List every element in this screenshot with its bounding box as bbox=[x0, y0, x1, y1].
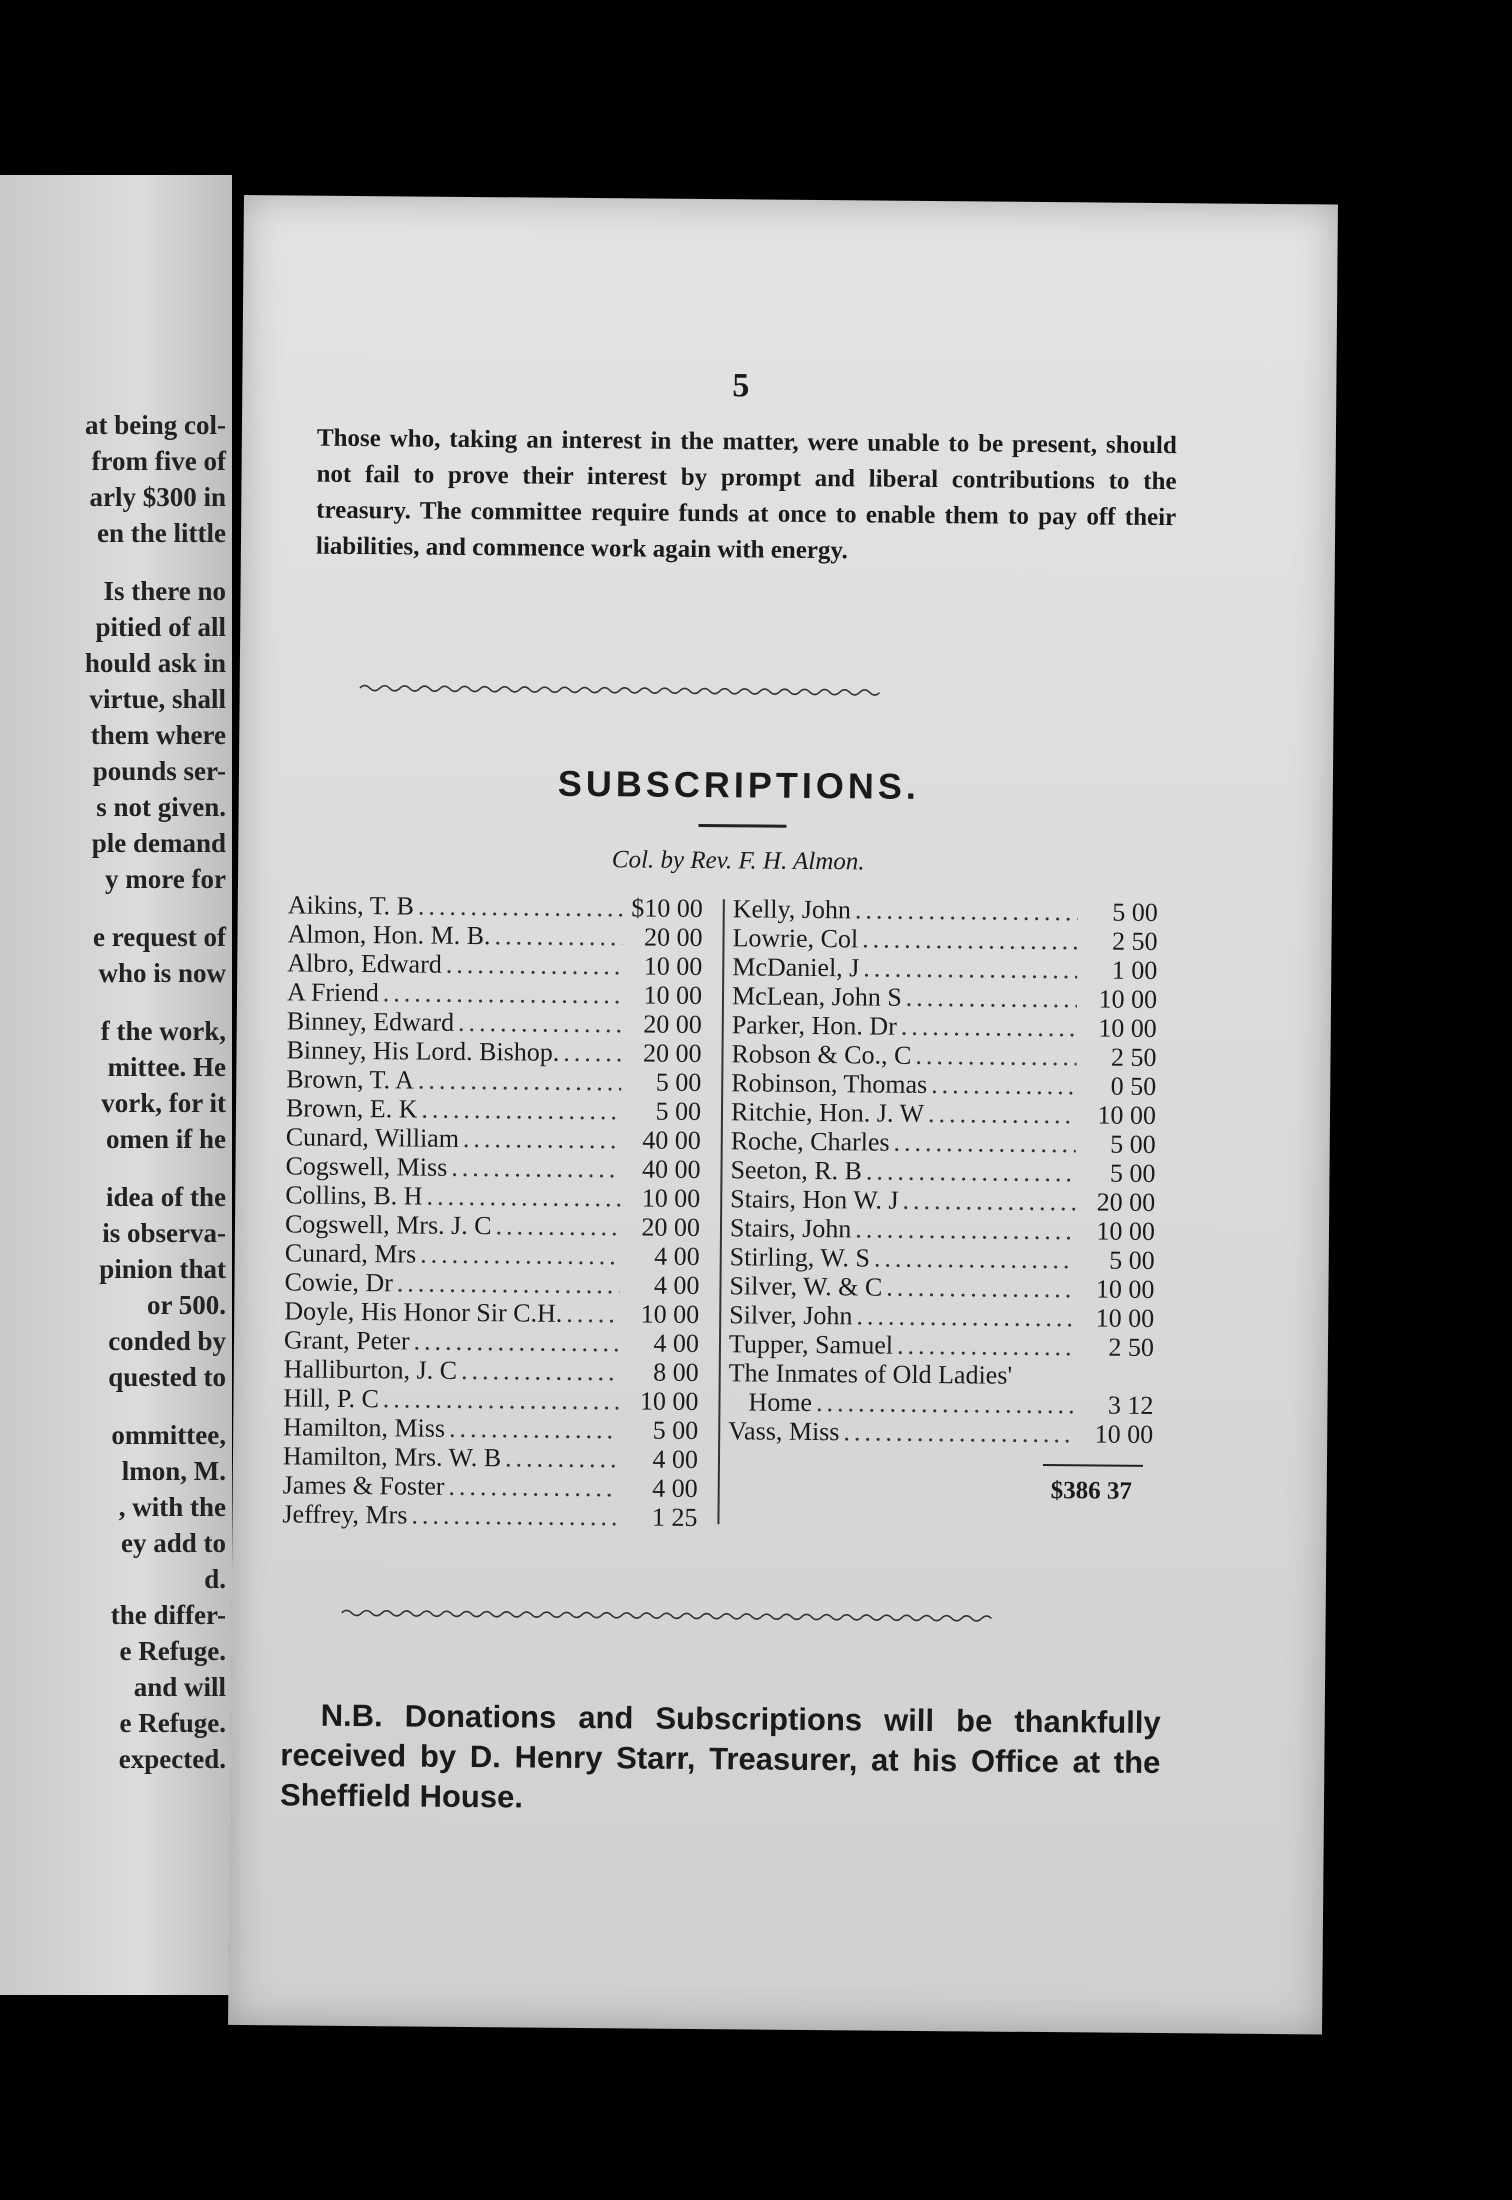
subscription-amount: 20 00 bbox=[642, 1038, 702, 1069]
subscriber-name: Home bbox=[748, 1387, 813, 1418]
leader-dots bbox=[902, 1186, 1075, 1217]
left-fragment-line: them where bbox=[90, 720, 226, 750]
leader-dots bbox=[862, 924, 1078, 955]
subscription-entry bbox=[731, 1097, 1156, 1130]
subscription-amount: 10 00 bbox=[641, 1183, 701, 1214]
subscription-amount: 10 00 bbox=[639, 1386, 699, 1417]
subscription-entry bbox=[286, 1093, 701, 1126]
leader-dots bbox=[383, 978, 623, 1009]
subscriber-name: Halliburton, J. C bbox=[283, 1354, 458, 1385]
subscription-amount: 3 12 bbox=[1107, 1390, 1154, 1420]
left-fragment-line: mittee. He bbox=[107, 1052, 226, 1082]
leader-dots bbox=[411, 1501, 617, 1532]
wavy-divider-bottom bbox=[342, 1606, 992, 1626]
subscription-entry bbox=[283, 1412, 698, 1445]
subscription-amount: 0 50 bbox=[1110, 1071, 1157, 1101]
leader-dots bbox=[893, 1128, 1075, 1159]
subscription-amount: 10 00 bbox=[640, 1299, 700, 1330]
leader-dots bbox=[928, 1099, 1076, 1129]
leader-dots bbox=[461, 1356, 619, 1386]
subscription-entry bbox=[284, 1354, 699, 1387]
intro-paragraph: Those who, taking an interest in the matter, were unable to be present, should not fail to prove their interest by prompt and liberal contributions to the treasury. The committee require funds at once to enable them to pay off their liabilities, and commence work again with energy. bbox=[315, 424, 1177, 565]
subscription-entry bbox=[285, 1180, 700, 1213]
left-fragment-line: vork, for it bbox=[101, 1088, 226, 1118]
subscription-amount: 4 00 bbox=[653, 1270, 700, 1301]
subscriber-name: McDaniel, J bbox=[732, 952, 860, 983]
subscription-entry bbox=[285, 1238, 700, 1271]
left-fragment-line: , with the bbox=[118, 1492, 226, 1522]
leader-dots bbox=[816, 1388, 1074, 1419]
subscriber-name: Cowie, Dr bbox=[284, 1267, 393, 1298]
leader-dots bbox=[866, 1156, 1076, 1187]
leader-dots bbox=[458, 1008, 622, 1038]
page-number: 5 bbox=[732, 367, 750, 405]
subscription-entry bbox=[733, 894, 1158, 927]
leader-dots bbox=[566, 1299, 619, 1328]
subscription-entry bbox=[729, 1271, 1154, 1304]
wavy-divider-top bbox=[360, 681, 880, 700]
subscription-entry bbox=[287, 1006, 702, 1039]
left-fragment-line: e Refuge. bbox=[119, 1636, 226, 1666]
subscriber-name: Brown, T. A bbox=[286, 1064, 415, 1095]
leader-dots bbox=[855, 1214, 1075, 1245]
subscription-amount: 5 00 bbox=[1109, 1158, 1156, 1188]
subscriber-name: Tupper, Samuel bbox=[728, 1329, 894, 1360]
subscriber-name: Collins, B. H bbox=[285, 1180, 423, 1211]
subscription-amount: 10 00 bbox=[1098, 984, 1158, 1014]
subscription-entry bbox=[731, 1068, 1156, 1101]
subscription-entry bbox=[729, 1329, 1154, 1362]
left-fragment-line: from five of bbox=[91, 446, 226, 476]
subscriber-name: The Inmates of Old Ladies' bbox=[728, 1358, 1013, 1390]
page-five bbox=[228, 195, 1338, 2034]
subscriber-name: Roche, Charles bbox=[730, 1126, 890, 1157]
leader-dots bbox=[855, 895, 1078, 926]
subscription-amount: 5 00 bbox=[1112, 897, 1158, 928]
subscription-amount: 20 00 bbox=[1096, 1187, 1156, 1217]
left-fragment-line: expected. bbox=[118, 1744, 226, 1774]
left-fragment-line: quested to bbox=[108, 1362, 226, 1392]
subscriber-name: Brown, E. K bbox=[285, 1093, 418, 1124]
subscriber-name: Parker, Hon. Dr bbox=[731, 1010, 897, 1041]
subscription-entry bbox=[286, 1035, 701, 1068]
subscriber-name: Ritchie, Hon. J. W bbox=[730, 1097, 925, 1128]
subscription-entry bbox=[283, 1441, 698, 1474]
subscription-amount: 10 00 bbox=[1095, 1303, 1155, 1333]
subscription-entry bbox=[728, 1416, 1153, 1449]
subscription-entry bbox=[732, 981, 1157, 1014]
subscription-amount: 20 00 bbox=[643, 1009, 702, 1040]
subscriber-name: Almon, Hon. M. B. bbox=[287, 919, 491, 951]
leader-dots bbox=[843, 1417, 1073, 1448]
subscription-entry bbox=[732, 952, 1157, 985]
subscription-entry bbox=[284, 1267, 699, 1300]
subscription-amount: 8 00 bbox=[653, 1357, 699, 1388]
subscription-entry bbox=[287, 919, 702, 952]
subscription-amount: 10 00 bbox=[1095, 1274, 1155, 1304]
subscription-entry bbox=[285, 1151, 700, 1184]
subscription-amount: $10 00 bbox=[631, 893, 703, 924]
leader-dots bbox=[563, 1038, 621, 1068]
subscriber-name: Binney, Edward bbox=[286, 1006, 455, 1037]
subscription-amount: 5 00 bbox=[655, 1096, 702, 1127]
subscriber-name: McLean, John S bbox=[731, 981, 902, 1012]
subscriptions-right-column bbox=[728, 894, 1158, 1449]
left-fragment-line: lmon, M. bbox=[121, 1456, 226, 1486]
subscriber-name: Albro, Edward bbox=[287, 948, 442, 979]
subscription-entry bbox=[730, 1184, 1155, 1217]
subscriber-name: A Friend bbox=[286, 977, 379, 1008]
subscription-amount: 5 00 bbox=[655, 1067, 702, 1098]
leader-dots bbox=[897, 1331, 1074, 1362]
leader-dots bbox=[906, 983, 1078, 1013]
subscriber-name: Silver, John bbox=[729, 1300, 853, 1331]
subscriber-name: Robinson, Thomas bbox=[731, 1068, 928, 1099]
subscription-amount: 2 50 bbox=[1110, 1042, 1157, 1072]
leader-dots bbox=[451, 1153, 620, 1183]
left-fragment-line: is observa- bbox=[102, 1218, 226, 1248]
subscription-entry bbox=[729, 1300, 1154, 1333]
left-fragment-line: pounds ser- bbox=[92, 756, 226, 786]
subscriptions-left-column bbox=[282, 890, 703, 1532]
leader-dots bbox=[931, 1070, 1076, 1100]
leader-dots bbox=[901, 1012, 1077, 1043]
left-fragment-line: ple demand bbox=[91, 828, 226, 858]
subscription-entry bbox=[729, 1358, 1154, 1391]
subscription-amount: 10 00 bbox=[1094, 1419, 1154, 1449]
left-fragment-line: y more for bbox=[105, 864, 226, 894]
nb-note: N.B. Donations and Subscriptions will be thankfully received by D. Henry Starr, Treasurer, at his Office at the Sheffield House. bbox=[279, 1697, 1161, 1815]
leader-dots bbox=[494, 921, 622, 951]
subscriber-name: Cogswell, Miss bbox=[285, 1151, 448, 1182]
leader-dots bbox=[886, 1273, 1074, 1304]
subscriber-name: Cunard, Mrs bbox=[284, 1238, 417, 1269]
subscription-amount: 4 00 bbox=[652, 1473, 698, 1504]
left-fragment-line: arly $300 in bbox=[89, 482, 226, 512]
leader-dots bbox=[856, 1301, 1074, 1332]
subscription-amount: 10 00 bbox=[1096, 1216, 1156, 1246]
subscriber-name: James & Foster bbox=[282, 1470, 445, 1501]
left-fragment-line: pinion that bbox=[99, 1254, 226, 1284]
leader-dots bbox=[420, 1240, 620, 1271]
subscription-amount: 20 00 bbox=[641, 1212, 701, 1243]
subscription-entry bbox=[283, 1383, 698, 1416]
subscriber-name: Hamilton, Mrs. W. B bbox=[282, 1441, 502, 1473]
left-fragment-line: the differ- bbox=[110, 1600, 226, 1630]
left-fragment-line: who is now bbox=[98, 958, 226, 988]
subscription-amount: 40 00 bbox=[642, 1125, 701, 1156]
left-page-fragment bbox=[0, 175, 232, 1995]
subscription-amount: 10 00 bbox=[643, 951, 703, 982]
subscription-entry bbox=[728, 1387, 1153, 1420]
subscription-amount: 20 00 bbox=[643, 922, 703, 953]
subscriber-name: Cunard, William bbox=[285, 1122, 460, 1153]
left-fragment-line: virtue, shall bbox=[89, 684, 226, 714]
leader-dots bbox=[915, 1041, 1076, 1071]
subscription-entry bbox=[282, 1499, 697, 1532]
left-fragment-line: and will bbox=[133, 1672, 226, 1702]
left-fragment-line: or 500. bbox=[147, 1290, 226, 1320]
left-fragment-line: at being col- bbox=[85, 410, 226, 440]
leader-dots bbox=[383, 1384, 619, 1415]
subscription-amount: 4 00 bbox=[654, 1241, 700, 1272]
title-rule bbox=[699, 824, 787, 828]
left-fragment-line: en the little bbox=[97, 518, 226, 548]
subscriber-name: Stirling, W. S bbox=[729, 1242, 871, 1273]
leader-dots bbox=[418, 892, 623, 923]
subscription-amount: 10 00 bbox=[1098, 1013, 1157, 1043]
subscriber-name: Robson & Co., C bbox=[731, 1039, 912, 1070]
subscriber-name: Binney, His Lord. Bishop. bbox=[286, 1035, 560, 1067]
subscriber-name: Doyle, His Honor Sir C.H. bbox=[284, 1296, 563, 1328]
leader-dots bbox=[418, 1066, 622, 1097]
section-title: SUBSCRIPTIONS. bbox=[557, 762, 921, 807]
subscriber-name: Jeffrey, Mrs bbox=[282, 1499, 408, 1530]
subscription-amount: 10 00 bbox=[1097, 1100, 1157, 1130]
subscriber-name: Hill, P. C bbox=[283, 1383, 380, 1414]
left-fragment-line: pitied of all bbox=[95, 612, 226, 642]
left-fragment-line: e Refuge. bbox=[119, 1708, 226, 1738]
subscription-entry bbox=[284, 1296, 699, 1329]
subscription-entry bbox=[286, 1122, 701, 1155]
subscriber-name: Kelly, John bbox=[732, 894, 852, 925]
leader-dots bbox=[874, 1244, 1075, 1275]
subscriber-name: Lowrie, Col bbox=[732, 923, 859, 954]
subscriber-name: Stairs, Hon W. J bbox=[730, 1184, 899, 1215]
leader-dots bbox=[448, 1472, 617, 1502]
left-fragment-line: d. bbox=[204, 1564, 226, 1594]
subscriber-name: Aikins, T. B bbox=[287, 890, 415, 921]
subscriber-name: Grant, Peter bbox=[283, 1325, 410, 1356]
left-fragment-line: ey add to bbox=[120, 1528, 226, 1558]
subscription-amount: 1 25 bbox=[651, 1502, 698, 1533]
leader-dots bbox=[414, 1327, 620, 1358]
subscriptions-total: $386 37 bbox=[1050, 1477, 1133, 1505]
subscription-amount: 40 00 bbox=[641, 1154, 701, 1185]
total-rule bbox=[1043, 1464, 1143, 1467]
subscription-entry bbox=[287, 948, 702, 981]
subscription-amount: 2 50 bbox=[1111, 926, 1158, 956]
subscription-amount: 5 00 bbox=[1110, 1129, 1156, 1159]
left-fragment-line: Is there no bbox=[103, 576, 226, 606]
subscription-entry bbox=[732, 1010, 1157, 1043]
subscription-amount: 1 00 bbox=[1111, 955, 1158, 985]
left-fragment-line: ommittee, bbox=[111, 1420, 226, 1450]
column-divider bbox=[717, 899, 724, 1524]
subscription-entry bbox=[730, 1242, 1155, 1275]
subscription-amount: 10 00 bbox=[643, 980, 703, 1011]
left-fragment-line: hould ask in bbox=[84, 648, 226, 678]
leader-dots bbox=[863, 953, 1077, 984]
subscriber-name: Hamilton, Miss bbox=[283, 1412, 446, 1443]
subscription-entry bbox=[287, 977, 702, 1010]
leader-dots bbox=[495, 1211, 620, 1241]
left-fragment-line: e request of bbox=[93, 922, 226, 952]
subscription-entry bbox=[285, 1209, 700, 1242]
subscription-entry bbox=[730, 1155, 1155, 1188]
leader-dots bbox=[463, 1124, 621, 1154]
left-fragment-line: conded by bbox=[108, 1326, 226, 1356]
subscription-entry bbox=[731, 1039, 1156, 1072]
subscriber-name: Seeton, R. B bbox=[730, 1155, 863, 1186]
subscription-entry bbox=[284, 1325, 699, 1358]
subscriber-name: Cogswell, Mrs. J. C bbox=[284, 1209, 492, 1241]
subscription-amount: 5 00 bbox=[1109, 1245, 1155, 1275]
collector-line: Col. by Rev. F. H. Almon. bbox=[611, 846, 865, 876]
subscriber-name: Vass, Miss bbox=[728, 1416, 840, 1447]
leader-dots bbox=[421, 1095, 621, 1126]
subscription-entry bbox=[283, 1470, 698, 1503]
subscription-entry bbox=[730, 1213, 1155, 1246]
leader-dots bbox=[397, 1268, 620, 1299]
leader-dots bbox=[426, 1182, 620, 1213]
subscription-entry bbox=[286, 1064, 701, 1097]
subscription-entry bbox=[731, 1126, 1156, 1159]
leader-dots bbox=[505, 1443, 618, 1473]
subscription-amount: 4 00 bbox=[652, 1444, 699, 1475]
left-fragment-line: idea of the bbox=[106, 1182, 226, 1212]
subscriber-name: Stairs, John bbox=[729, 1213, 852, 1244]
subscription-entry bbox=[288, 890, 703, 923]
left-fragment-line: s not given. bbox=[96, 792, 226, 822]
subscription-entry bbox=[732, 923, 1157, 956]
leader-dots bbox=[449, 1414, 618, 1444]
leader-dots bbox=[446, 950, 623, 981]
subscriber-name: Silver, W. & C bbox=[729, 1271, 883, 1302]
subscription-amount: 4 00 bbox=[653, 1328, 700, 1359]
left-fragment-line: f the work, bbox=[100, 1016, 226, 1046]
subscription-amount: 5 00 bbox=[652, 1415, 699, 1446]
left-fragment-line: omen if he bbox=[106, 1124, 226, 1154]
subscription-amount: 2 50 bbox=[1108, 1332, 1155, 1362]
